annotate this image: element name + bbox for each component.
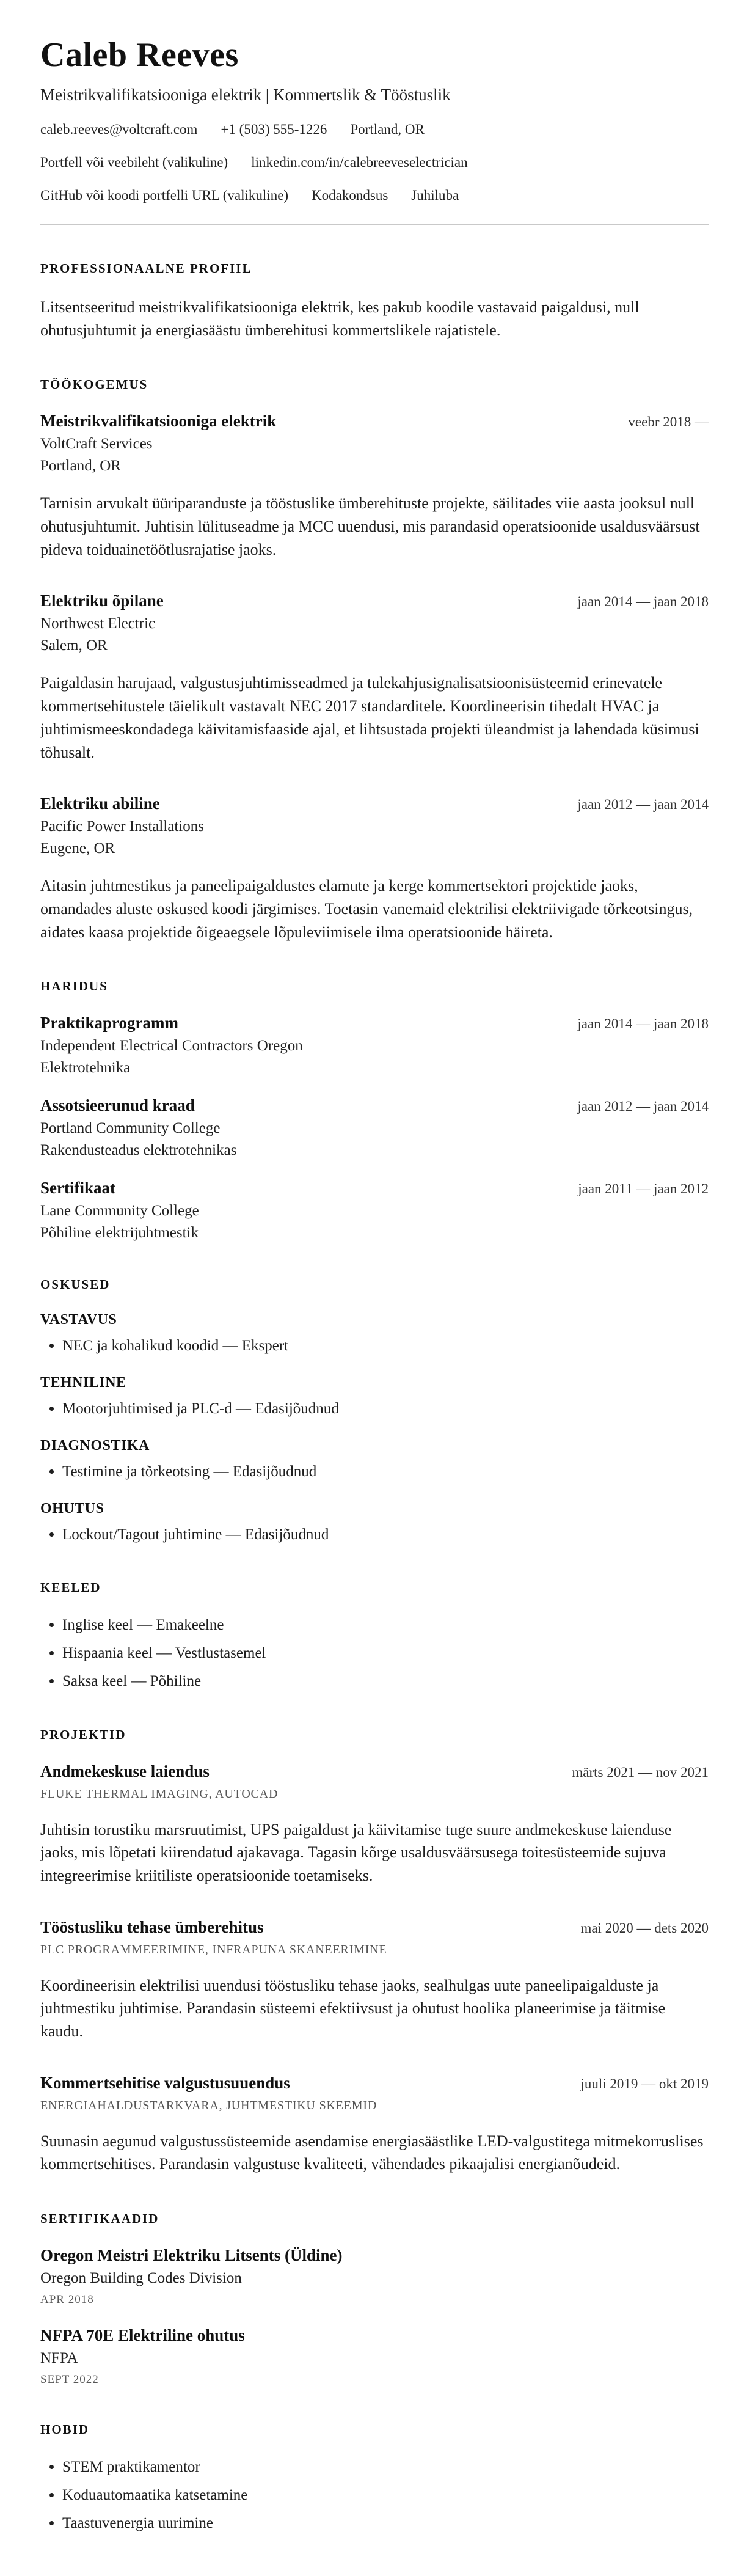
job-location: Eugene, OR [40, 840, 115, 857]
header-divider [40, 224, 709, 225]
job-dates: jaan 2014 — jaan 2018 [577, 594, 709, 610]
language-item: • Hispaania keel — Vestlustasemel [62, 1643, 709, 1664]
project-name: Andmekeskuse laiendus [40, 1762, 210, 1780]
job-description: Aitasin juhtmestikus ja paneelipaigaldustes elamute ja kerge kommertsektori projektide jaoks, omandades aluste oskused koodi järgimises. Toetasin vanemaid elektrilisi elektriivigade tõrkeotsingus, aidates kaasa projektide õigeaegsele lõpuleviimisele ilma operatsioonide häireta. [40, 877, 693, 941]
language-item: • Inglise keel — Emakeelne [62, 1615, 709, 1636]
project-entry-head [40, 1918, 709, 1937]
education-dates: jaan 2012 — jaan 2014 [577, 1099, 709, 1114]
education-entry [40, 1179, 709, 1242]
certification-entry [40, 2326, 709, 2387]
skill-list [62, 1524, 709, 1545]
section-title-skills: OSKUSED [40, 1277, 111, 1292]
skill-item: • Testimine ja tõrkeotsing — Edasijõudnud [62, 1462, 709, 1482]
linkedin-link[interactable]: linkedin.com/in/calebreeveselectrician [251, 155, 468, 170]
education-entry-head [40, 1096, 709, 1115]
skill-item: • Lockout/Tagout juhtimine — Edasijõudnud [62, 1524, 709, 1545]
job-entry [40, 794, 709, 943]
citizenship-label: Kodakondsus [312, 188, 388, 203]
project-entry [40, 2074, 709, 2176]
project-entry [40, 1762, 709, 1887]
section-hobbies [40, 2422, 709, 2533]
education-entry [40, 1014, 709, 1077]
project-entry-head [40, 2074, 709, 2093]
school-name: Portland Community College [40, 1120, 221, 1137]
skill-group [40, 1501, 709, 1545]
section-experience [40, 377, 709, 943]
section-projects [40, 1727, 709, 2176]
skill-category: VASTAVUS [40, 1312, 117, 1328]
project-tools: FLUKE THERMAL IMAGING, AUTOCAD [40, 1787, 279, 1801]
job-entry-head [40, 412, 709, 431]
certification-date: APR 2018 [40, 2293, 94, 2306]
skill-list [62, 1399, 709, 1419]
contact-row-3 [40, 188, 709, 203]
section-skills [40, 1277, 709, 1545]
project-dates: märts 2021 — nov 2021 [572, 1764, 709, 1780]
certification-entry [40, 2246, 709, 2307]
phone-number: +1 (503) 555-1226 [221, 122, 327, 137]
certification-name: NFPA 70E Elektriline ohutus [40, 2326, 245, 2344]
school-name: Independent Electrical Contractors Oregon [40, 1037, 303, 1055]
language-item: • Saksa keel — Põhiline [62, 1671, 709, 1692]
skill-category: OHUTUS [40, 1500, 104, 1517]
section-certifications [40, 2211, 709, 2387]
certification-date: SEPT 2022 [40, 2373, 99, 2386]
education-entry-head [40, 1014, 709, 1033]
project-description: Suunasin aegunud valgustussüsteemide asendamise energiasäästlike LED-valgustitega mitmekorruslises kommertsehitises. Parandasin valgustuse kvaliteeti, vähendades pikaajalisi energianõudeid. [40, 2132, 704, 2173]
skill-item: • Mootorjuhtimised ja PLC-d — Edasijõudnud [62, 1399, 709, 1419]
job-entry-head [40, 591, 709, 610]
hobby-item: • STEM praktikamentor [62, 2457, 709, 2478]
resume-header [40, 35, 709, 225]
project-entry [40, 1918, 709, 2043]
section-languages [40, 1580, 709, 1691]
candidate-headline: Meistrikvalifikatsiooniga elektrik | Kommertslik & Tööstuslik [40, 86, 451, 104]
github-label: GitHub või koodi portfelli URL (valikuline) [40, 188, 289, 203]
field-of-study: Põhiline elektrijuhtmestik [40, 1224, 199, 1242]
email-link[interactable]: caleb.reeves@voltcraft.com [40, 122, 198, 137]
degree-title: Assotsieerunud kraad [40, 1096, 195, 1115]
skill-group [40, 1312, 709, 1356]
job-entry [40, 412, 709, 561]
certification-name: Oregon Meistri Elektriku Litsents (Üldine) [40, 2246, 343, 2264]
hobby-item: • Koduautomaatika katsetamine [62, 2485, 709, 2506]
portfolio-label: Portfell või veebileht (valikuline) [40, 155, 228, 170]
section-title-hobbies: HOBID [40, 2422, 90, 2437]
hobby-item: • Taastuvenergia uurimine [62, 2513, 709, 2534]
skill-item: • NEC ja kohalikud koodid — Ekspert [62, 1336, 709, 1356]
profile-summary: Litsentseeritud meistrikvalifikatsiooniga elektrik, kes pakub koodile vastavaid paigaldusi, null ohutusjuhtumit ja energiasäästu ümberehitusi kommertslikele rajatistele. [40, 298, 640, 339]
job-entry-head [40, 794, 709, 813]
degree-title: Sertifikaat [40, 1179, 115, 1198]
certification-issuer: NFPA [40, 2350, 78, 2366]
skill-list [62, 1462, 709, 1482]
project-tools: ENERGIAHALDUSTARKVARA, JUHTMESTIKU SKEEMID [40, 2098, 377, 2112]
certification-issuer: Oregon Building Codes Division [40, 2270, 242, 2286]
section-title-projects: PROJEKTID [40, 1727, 126, 1742]
project-description: Koordineerisin elektrilisi uuendusi tööstusliku tehase jaoks, sealhulgas uute paneelipaigalduste ja juhtmestiku juhtimise. Parandasin süsteemi efektiivsust ja ohutust hoolika planeerimise ja täitmise kaudu. [40, 1976, 666, 2040]
hobby-list [62, 2457, 709, 2533]
project-dates: juuli 2019 — okt 2019 [580, 2076, 709, 2091]
job-entry [40, 591, 709, 764]
degree-title: Praktikaprogramm [40, 1014, 178, 1033]
education-entry [40, 1096, 709, 1159]
section-title-education: HARIDUS [40, 979, 108, 994]
job-location: Salem, OR [40, 637, 108, 654]
job-dates: jaan 2012 — jaan 2014 [577, 797, 709, 813]
location-text: Portland, OR [350, 122, 425, 137]
education-entry-head [40, 1179, 709, 1198]
project-dates: mai 2020 — dets 2020 [580, 1920, 709, 1936]
candidate-name: Caleb Reeves [40, 36, 239, 74]
section-profile [40, 261, 709, 342]
job-title: Meistrikvalifikatsiooniga elektrik [40, 412, 277, 431]
drivers-license-label: Juhiluba [411, 188, 459, 203]
field-of-study: Elektrotehnika [40, 1059, 131, 1077]
job-description: Tarnisin arvukalt üüriparanduste ja tööstuslike ümberehituste projekte, säilitades viie aasta jooksul null ohutusjuhtumit. Juhtisin lülituseadme ja MCC uuendusi, mis parandasid operatsioonide usaldusväärsust pideva toiduainetöötlusrajatise jaoks. [40, 494, 700, 558]
language-list [62, 1615, 709, 1691]
job-company: Pacific Power Installations [40, 818, 204, 835]
job-title: Elektriku õpilane [40, 591, 164, 610]
job-company: Northwest Electric [40, 615, 156, 632]
skill-list [62, 1336, 709, 1356]
field-of-study: Rakendusteadus elektrotehnikas [40, 1142, 237, 1159]
project-description: Juhtisin torustiku marsruutimist, UPS paigaldust ja käivitamise tuge suure andmekeskuse laienduse jaoks, mis lõpetati kiirendatud ajakavaga. Tagasin kõrge usaldusväärsusega toitesüsteemide sujuva integreerimise kriitiliste operatsioonide toetamiseks. [40, 1820, 672, 1884]
contact-row-1 [40, 122, 709, 137]
skill-category: DIAGNOSTIKA [40, 1437, 150, 1454]
school-name: Lane Community College [40, 1202, 199, 1220]
job-location: Portland, OR [40, 458, 121, 475]
contact-row-2 [40, 155, 709, 170]
project-name: Tööstusliku tehase ümberehitus [40, 1917, 264, 1936]
skill-category: TEHNILINE [40, 1375, 126, 1391]
job-dates: veebr 2018 — [628, 414, 709, 430]
section-education [40, 979, 709, 1242]
section-title-profile: PROFESSIONAALNE PROFIIL [40, 261, 252, 276]
project-tools: PLC PROGRAMMEERIMINE, INFRAPUNA SKANEERIMINE [40, 1942, 387, 1956]
skill-group [40, 1438, 709, 1482]
section-title-experience: TÖÖKOGEMUS [40, 377, 148, 392]
education-dates: jaan 2014 — jaan 2018 [577, 1016, 709, 1032]
section-title-certifications: SERTIFIKAADID [40, 2211, 159, 2226]
education-dates: jaan 2011 — jaan 2012 [578, 1181, 709, 1197]
job-title: Elektriku abiline [40, 794, 160, 813]
project-entry-head [40, 1762, 709, 1781]
skill-group [40, 1375, 709, 1419]
job-description: Paigaldasin harujaad, valgustusjuhtimisseadmed ja tulekahjusignalisatsioonisüsteemid erinevatele kommertsehitustele täielikult vastavalt NEC 2017 standarditele. Koordineerisin tihedalt HVAC ja juhtimismeeskondadega käivitamisfaaside ajal, et lihtsustada projekti üleandmist ja lahendada küsimusi tõhusalt. [40, 674, 699, 761]
job-company: VoltCraft Services [40, 436, 153, 453]
project-name: Kommertsehitise valgustusuuendus [40, 2073, 290, 2092]
section-title-languages: KEELED [40, 1580, 101, 1595]
